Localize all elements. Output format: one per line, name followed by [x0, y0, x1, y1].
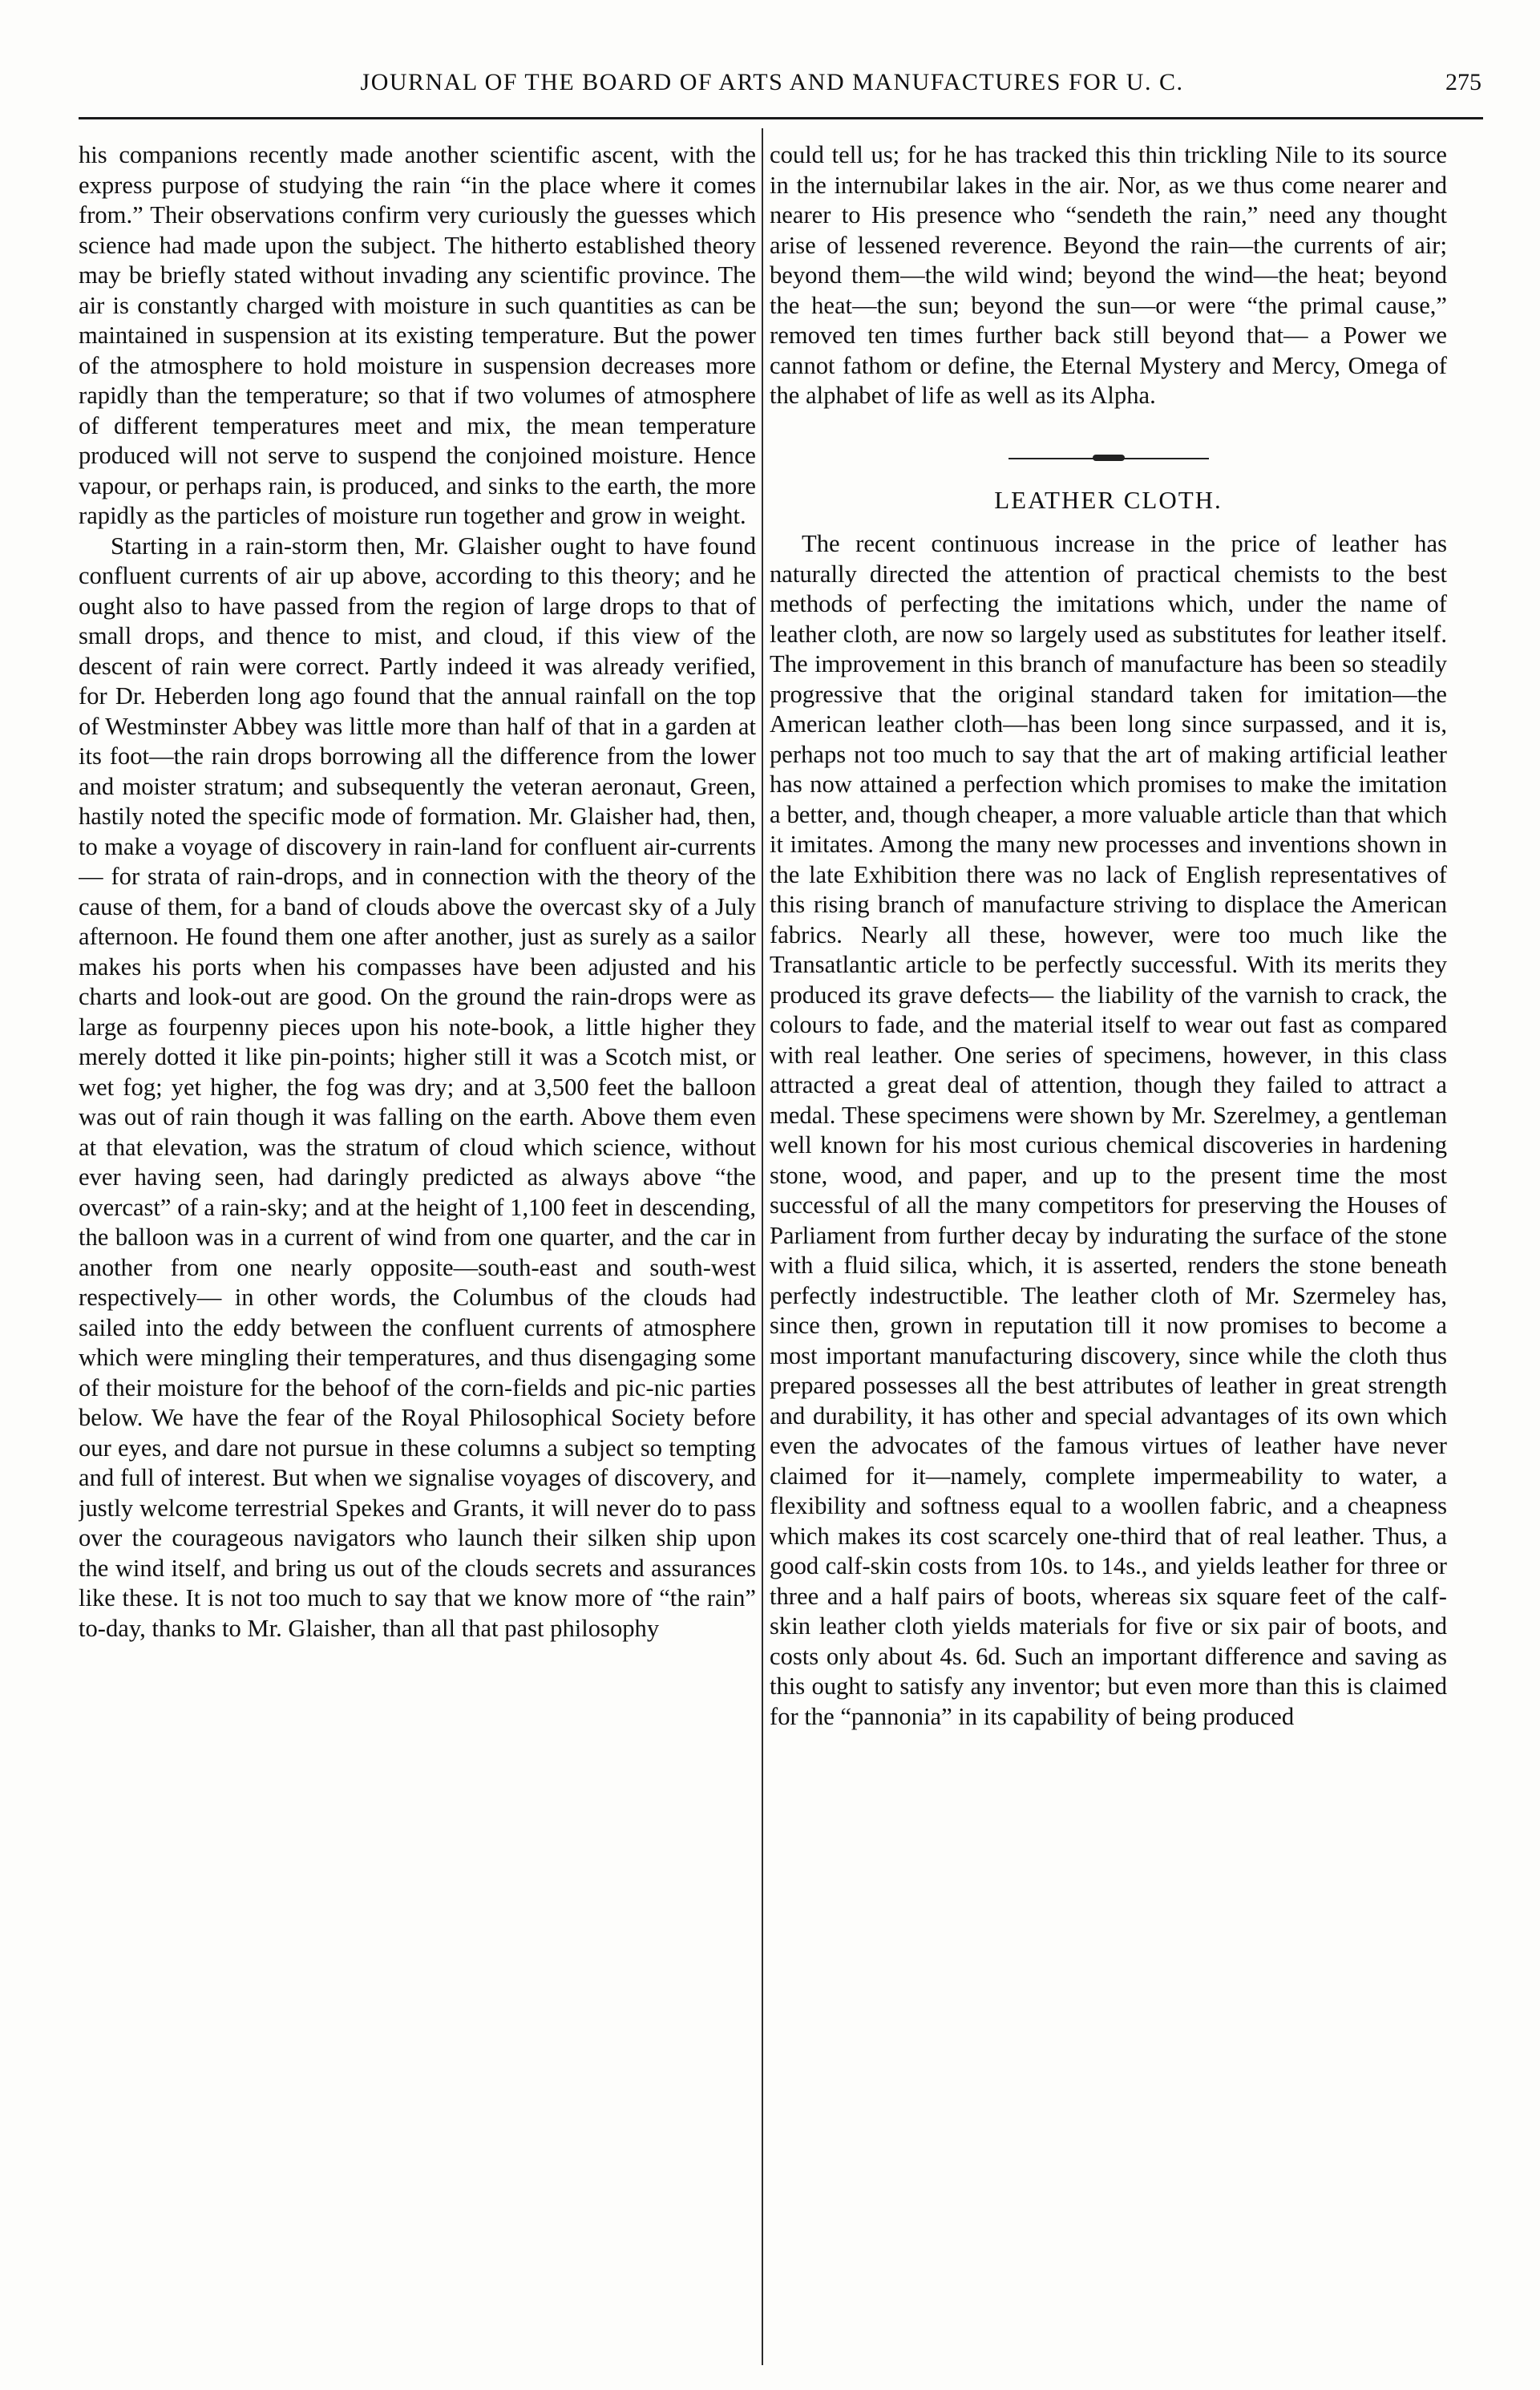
section-divider-ornament — [1008, 458, 1209, 459]
section-heading-leather-cloth: LEATHER CLOTH. — [994, 485, 1223, 514]
right-paragraph-leather-cloth: The recent continuous increase in the price of leather has naturally directed the attention of practical chemists to the best methods of perfecting the imitations which, under the name of leather cloth, are now so largely used as substitutes for leather itself. The improvement in this branch of manufacture has been so steadily progressive that the original standard taken for imitation—the American leather cloth—has been long since surpassed, and it is, perhaps not too much to say that the art of making artificial leather has now attained a perfection which promises to make the imitation a better, and, though cheaper, a more valuable article than that which it imitates. Among the many new processes and inventions shown in the late Exhibition there was no lack of English representatives of this rising branch of manufacture striving to displace the American fabrics. Nearly all these, however, were too much like the Transatlantic article to be perfectly successful. With its merits they produced its grave defects— the liability of the varnish to crack, the colours to fade, and the material itself to wear out fast as compared with real leather. One series of specimens, however, in this class attracted a great deal of attention, though they failed to attract a medal. These specimens were shown by Mr. Szerelmey, a gentleman well known for his most curious chemical discoveries in hardening stone, wood, and paper, and up to the present time the most successful of all the many competitors for preserving the Houses of Parliament from further decay by indurating the surface of the stone with a fluid silica, which, it is asserted, renders the stone beneath perfectly indestructible. The leather cloth of Mr. Szermeley has, since then, grown in reputation till it now promises to become a most important manufacturing discovery, since while the cloth thus prepared possesses all the best attributes of leather in great strength and durability, it has other and special advantages of its own which even the advocates of the famous virtues of leather have never claimed for it—namely, complete impermeability to water, a flexibility and softness equal to a woollen fabric, and a cheapness which makes its cost scarcely one-third that of real leather. Thus, a good calf-skin costs from 10s. to 14s., and yields leather for three or three and a half pairs of boots, whereas six square feet of the calf-skin leather cloth yields materials for five or six pair of boots, and costs only about 4s. 6d. Such an important difference and saving as this ought to satisfy any inventor; but even more than this is claimed for the “pannonia” in its capability of being produced — [770, 530, 1447, 1730]
right-column — [770, 140, 1447, 2365]
running-head — [79, 63, 1481, 111]
left-paragraph-continuation: his companions recently made another scientific ascent, with the express purpose of studying the rain “in the place where it comes from.” Their observations confirm very curiously the guesses which science had made upon the subject. The hitherto established theory may be briefly stated without invading any scientific province. The air is constantly charged with moisture in such quantities as can be maintained in suspension at its existing temperature. But the power of the atmosphere to hold moisture in suspension decreases more rapidly than the temperature; so that if two volumes of atmosphere of different temperatures meet and mix, the mean temperature produced will not serve to suspend the conjoined moisture. Hence vapour, or perhaps rain, is produced, and sinks to the earth, the more rapidly as the particles of moisture run together and grow in weight. — [79, 141, 756, 529]
right-paragraph-continuation: could tell us; for he has tracked this thin trickling Nile to its source in the internubilar lakes in the air. Nor, as we thus come nearer and nearer to His presence who “sendeth the rain,” need any thought arise of lessened reverence. Beyond the rain—the currents of air; beyond them—the wild wind; beyond the wind—the heat; beyond the heat—the sun; beyond the sun—or were “the primal cause,” removed ten times further back still beyond that— a Power we cannot fathom or define, the Eternal Mystery and Mercy, Omega of the alphabet of life as well as its Alpha. — [770, 141, 1447, 409]
header-rule — [79, 117, 1483, 119]
journal-running-title: JOURNAL OF THE BOARD OF ARTS AND MANUFACTURES FOR U. C. — [360, 69, 1184, 95]
left-paragraph-glaisher: Starting in a rain-storm then, Mr. Glaisher ought to have found confluent currents of air up above, according to this theory; and he ought also to have passed from the region of large drops to that of small drops, and thence to mist, and cloud, if this view of the descent of rain were correct. Partly indeed it was already verified, for Dr. Heberden long ago found that the annual rainfall on the top of Westminster Abbey was little more than half of that in a garden at its foot—the rain drops borrowing all the difference from the lower and moister stratum; and subsequently the veteran aeronaut, Green, hastily noted the specific mode of formation. Mr. Glaisher had, then, to make a voyage of discovery in rain-land for confluent air-currents — for strata of rain-drops, and in connection with the theory of the cause of them, for a band of clouds above the overcast sky of a July afternoon. He found them one after another, just as surely as a sailor makes his ports when his compasses have been adjusted and his charts and look-out are good. On the ground the rain-drops were as large as fourpenny pieces upon his note-book, a little higher they merely dotted it like pin-points; higher still it was a Scotch mist, or wet fog; yet higher, the fog was dry; and at 3,500 feet the balloon was out of rain though it was falling on the earth. Above them even at that elevation, was the stratum of cloud which science, without ever having seen, had daringly predicted as always above “the overcast” of a rain-sky; and at the height of 1,100 feet in descending, the balloon was in a current of wind from one quarter, and the car in another from one nearly opposite—south-east and south-west respectively— in other words, the Columbus of the clouds had sailed into the eddy between the confluent currents of atmosphere which were mingling their temperatures, and thus disengaging some of their moisture for the behoof of the corn-fields and pic-nic parties below. We have the fear of the Royal Philosophical Society before our eyes, and dare not pursue in these columns a subject so tempting and full of interest. But when we signalise voyages of discovery, and justly welcome terrestrial Spekes and Grants, it will never do to pass over the courageous navigators who launch their silken ship upon the wind itself, and bring us out of the clouds secrets and assurances like these. It is not too much to say that we know more of “the rain” to-day, thanks to Mr. Glaisher, than all that past philosophy — [79, 532, 756, 1642]
page-number: 275 — [1445, 69, 1481, 95]
left-column — [79, 140, 756, 2365]
column-rule — [762, 128, 763, 2365]
